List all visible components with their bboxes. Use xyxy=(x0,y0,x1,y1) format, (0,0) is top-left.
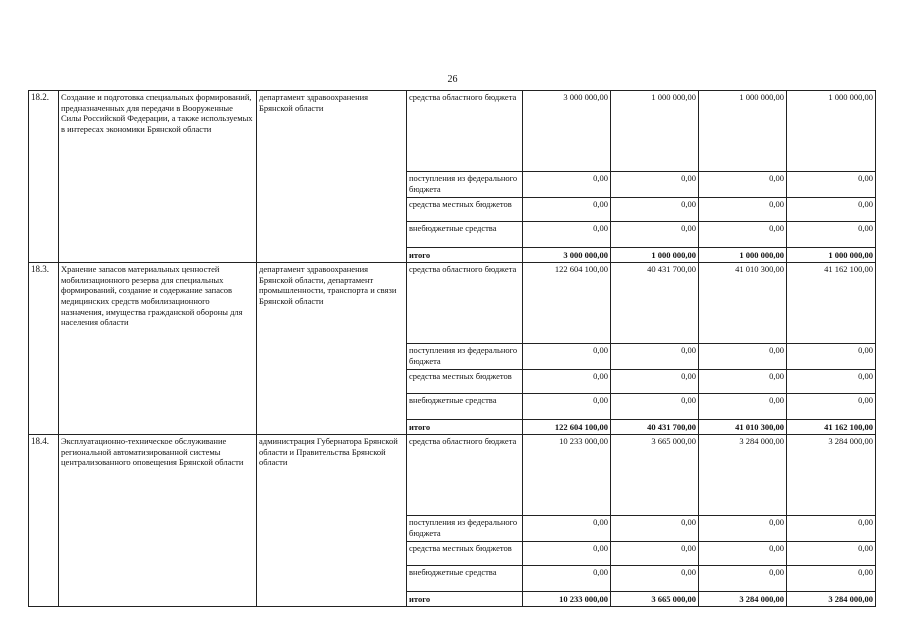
amount-cell: 0,00 xyxy=(787,542,876,566)
amount-cell: 0,00 xyxy=(611,344,699,370)
amount-cell: 0,00 xyxy=(523,198,611,222)
amount-cell: 1 000 000,00 xyxy=(611,248,699,263)
table-row xyxy=(29,435,876,516)
amount-cell: 41 010 300,00 xyxy=(699,420,787,435)
activity-name: Эксплуатационно-техническое обслуживание региональной автоматизированной системы централизованного оповещения Брянской области xyxy=(59,435,257,607)
page-number: 26 xyxy=(447,74,458,85)
amount-cell: 0,00 xyxy=(787,172,876,198)
amount-cell: 0,00 xyxy=(699,566,787,592)
activity-name: Создание и подготовка специальных формирований, предназначенных для передачи в Вооруженные Силы Российской Федерации, а также используемых в интересах экономики Брянской области xyxy=(59,91,257,263)
amount-cell: 0,00 xyxy=(523,370,611,394)
amount-cell: 0,00 xyxy=(787,516,876,542)
row-number: 18.3. xyxy=(29,263,59,435)
amount-cell: 0,00 xyxy=(611,172,699,198)
amount-cell: 0,00 xyxy=(787,198,876,222)
executor: администрация Губернатора Брянской области и Правительства Брянской области xyxy=(257,435,407,607)
total-label: итого xyxy=(407,420,523,435)
amount-cell: 3 284 000,00 xyxy=(787,592,876,607)
funding-source: средства областного бюджета xyxy=(407,435,523,516)
amount-cell: 0,00 xyxy=(523,516,611,542)
total-label: итого xyxy=(407,248,523,263)
amount-cell: 1 000 000,00 xyxy=(611,91,699,172)
amount-cell: 3 665 000,00 xyxy=(611,592,699,607)
amount-cell: 0,00 xyxy=(523,172,611,198)
amount-cell: 0,00 xyxy=(523,542,611,566)
amount-cell: 0,00 xyxy=(699,370,787,394)
amount-cell: 41 010 300,00 xyxy=(699,263,787,344)
amount-cell: 0,00 xyxy=(611,542,699,566)
amount-cell: 0,00 xyxy=(699,516,787,542)
row-number: 18.2. xyxy=(29,91,59,263)
amount-cell: 0,00 xyxy=(611,222,699,248)
amount-cell: 10 233 000,00 xyxy=(523,435,611,516)
amount-cell: 3 665 000,00 xyxy=(611,435,699,516)
amount-cell: 1 000 000,00 xyxy=(787,248,876,263)
amount-cell: 0,00 xyxy=(699,344,787,370)
amount-cell: 0,00 xyxy=(611,394,699,420)
amount-cell: 1 000 000,00 xyxy=(699,91,787,172)
activity-name: Хранение запасов материальных ценностей мобилизационного резерва для специальных формирований, создание и содержание запасов медицинских средств мобилизационного назначения, имущества гражданской обороны для населения области xyxy=(59,263,257,435)
amount-cell: 1 000 000,00 xyxy=(787,91,876,172)
amount-cell: 0,00 xyxy=(787,394,876,420)
amount-cell: 0,00 xyxy=(523,566,611,592)
row-number: 18.4. xyxy=(29,435,59,607)
amount-cell: 3 284 000,00 xyxy=(699,592,787,607)
total-label: итого xyxy=(407,592,523,607)
amount-cell: 0,00 xyxy=(787,370,876,394)
funding-source: поступления из федерального бюджета xyxy=(407,172,523,198)
amount-cell: 0,00 xyxy=(699,542,787,566)
amount-cell: 0,00 xyxy=(787,344,876,370)
amount-cell: 40 431 700,00 xyxy=(611,420,699,435)
funding-source: средства местных бюджетов xyxy=(407,542,523,566)
amount-cell: 0,00 xyxy=(611,198,699,222)
amount-cell: 122 604 100,00 xyxy=(523,420,611,435)
funding-source: средства местных бюджетов xyxy=(407,198,523,222)
amount-cell: 10 233 000,00 xyxy=(523,592,611,607)
funding-source: поступления из федерального бюджета xyxy=(407,344,523,370)
amount-cell: 0,00 xyxy=(787,566,876,592)
amount-cell: 0,00 xyxy=(699,172,787,198)
table-row xyxy=(29,263,876,344)
amount-cell: 0,00 xyxy=(611,516,699,542)
executor: департамент здравоохранения Брянской области, департамент промышленности, транспорта и связи Брянской области xyxy=(257,263,407,435)
funding-source: внебюджетные средства xyxy=(407,566,523,592)
executor: департамент здравоохранения Брянской области xyxy=(257,91,407,263)
amount-cell: 3 284 000,00 xyxy=(699,435,787,516)
amount-cell: 0,00 xyxy=(523,344,611,370)
budget-table xyxy=(28,90,876,607)
funding-source: поступления из федерального бюджета xyxy=(407,516,523,542)
amount-cell: 41 162 100,00 xyxy=(787,420,876,435)
funding-source: средства местных бюджетов xyxy=(407,370,523,394)
funding-source: внебюджетные средства xyxy=(407,394,523,420)
funding-source: средства областного бюджета xyxy=(407,91,523,172)
amount-cell: 0,00 xyxy=(787,222,876,248)
amount-cell: 0,00 xyxy=(699,222,787,248)
amount-cell: 122 604 100,00 xyxy=(523,263,611,344)
amount-cell: 3 000 000,00 xyxy=(523,248,611,263)
funding-source: внебюджетные средства xyxy=(407,222,523,248)
amount-cell: 1 000 000,00 xyxy=(699,248,787,263)
amount-cell: 0,00 xyxy=(699,394,787,420)
funding-source: средства областного бюджета xyxy=(407,263,523,344)
amount-cell: 3 284 000,00 xyxy=(787,435,876,516)
amount-cell: 3 000 000,00 xyxy=(523,91,611,172)
amount-cell: 0,00 xyxy=(611,370,699,394)
amount-cell: 0,00 xyxy=(523,394,611,420)
amount-cell: 40 431 700,00 xyxy=(611,263,699,344)
amount-cell: 0,00 xyxy=(699,198,787,222)
amount-cell: 0,00 xyxy=(611,566,699,592)
amount-cell: 41 162 100,00 xyxy=(787,263,876,344)
table-row xyxy=(29,91,876,172)
amount-cell: 0,00 xyxy=(523,222,611,248)
